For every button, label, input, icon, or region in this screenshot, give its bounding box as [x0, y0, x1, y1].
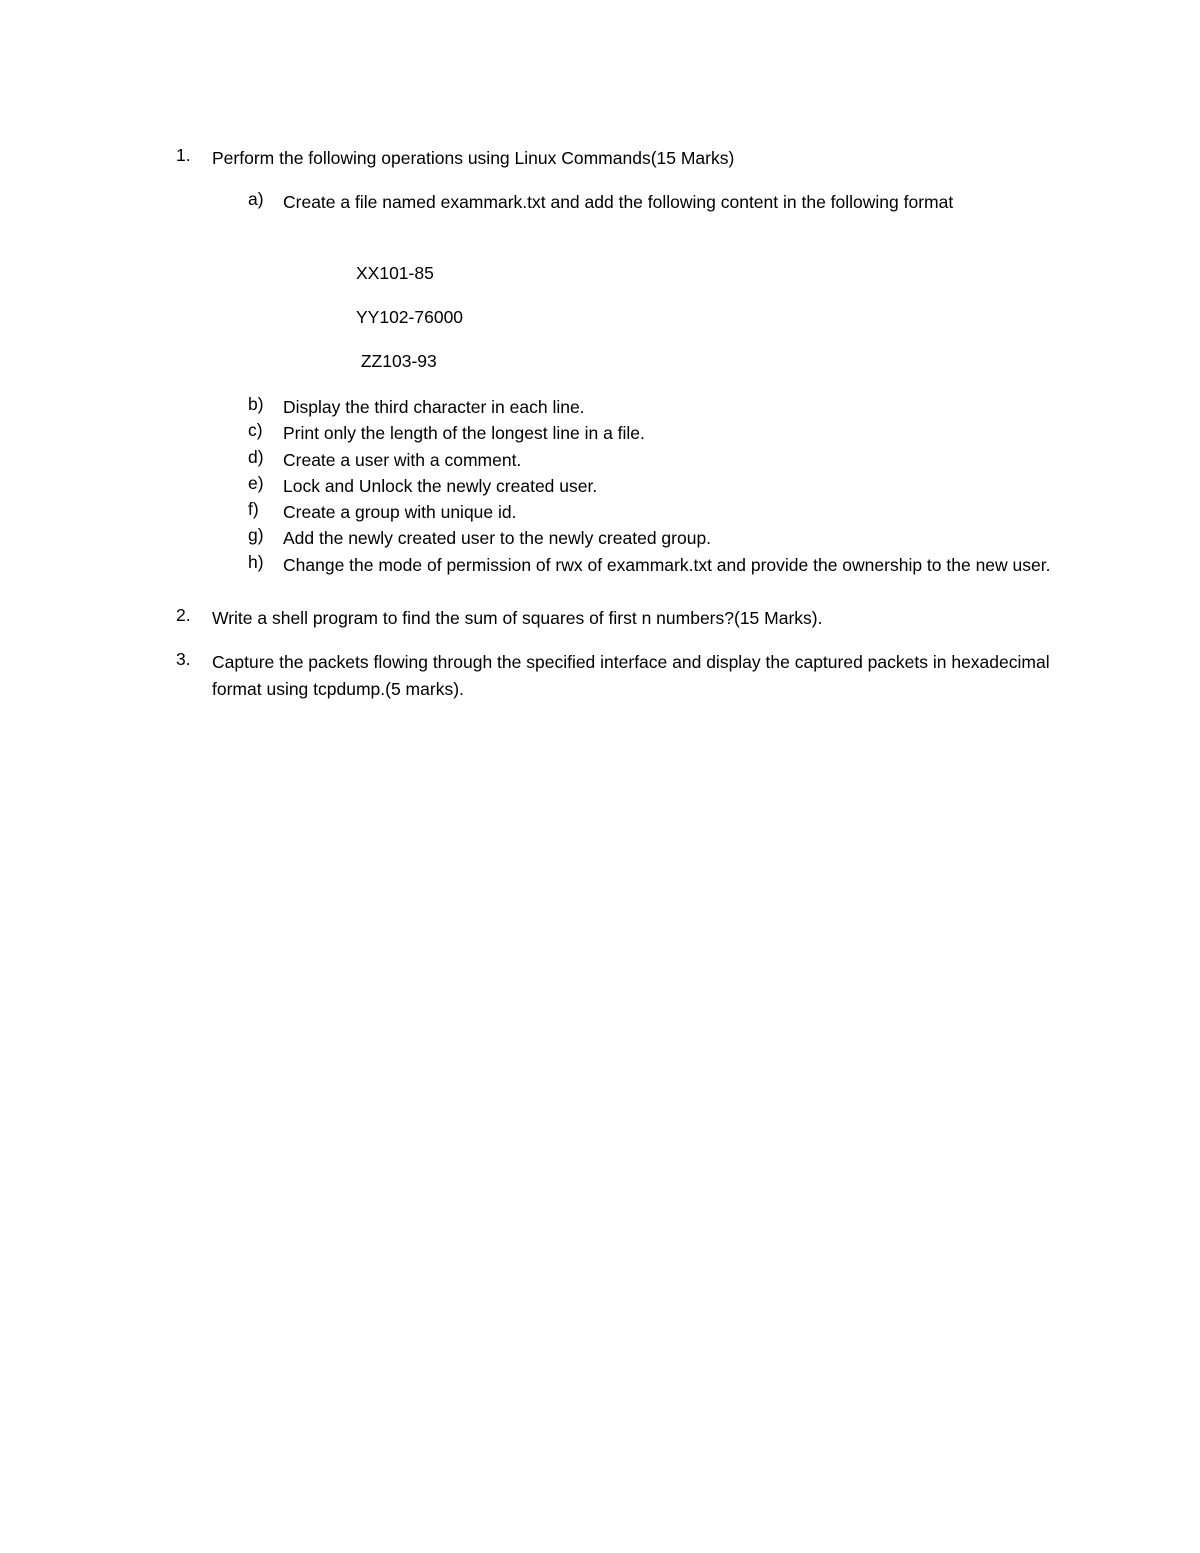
subitem-text: Print only the length of the longest line in a file.: [283, 423, 645, 443]
subitem-label: d): [248, 447, 264, 467]
question-text: Write a shell program to find the sum of squares of first n numbers?(15 Marks).: [212, 608, 823, 628]
subitem-label: b): [248, 394, 264, 414]
subitem-label: a): [248, 189, 264, 209]
question-number: 1.: [176, 145, 191, 165]
subitem-text: Display the third character in each line.: [283, 397, 585, 417]
question-number: 2.: [176, 605, 191, 625]
subitem-label: f): [248, 499, 259, 519]
file-content-line: XX101-85: [356, 263, 434, 283]
subitem-label: g): [248, 525, 264, 545]
subitem-text: Create a file named exammark.txt and add the following content in the following format: [283, 192, 954, 212]
subitem-label: e): [248, 473, 264, 493]
subitem-text: Create a group with unique id.: [283, 502, 517, 522]
question-number: 3.: [176, 649, 191, 669]
subitem-label: c): [248, 420, 263, 440]
subitem-label: h): [248, 552, 264, 572]
subitem-text: Change the mode of permission of rwx of exammark.txt and provide the ownership to the new user.: [283, 555, 1051, 575]
subitem-text: Create a user with a comment.: [283, 450, 522, 470]
question-text: Capture the packets flowing through the specified interface and display the captured packets in hexadecimal format using tcpdump.(5 marks).: [212, 652, 1050, 699]
file-content-line: ZZ103-93: [356, 351, 437, 371]
subitem-text: Lock and Unlock the newly created user.: [283, 476, 598, 496]
question-text: Perform the following operations using Linux Commands(15 Marks): [212, 148, 735, 168]
subitem-text: Add the newly created user to the newly created group.: [283, 528, 712, 548]
file-content-line: YY102-76000: [356, 307, 464, 327]
